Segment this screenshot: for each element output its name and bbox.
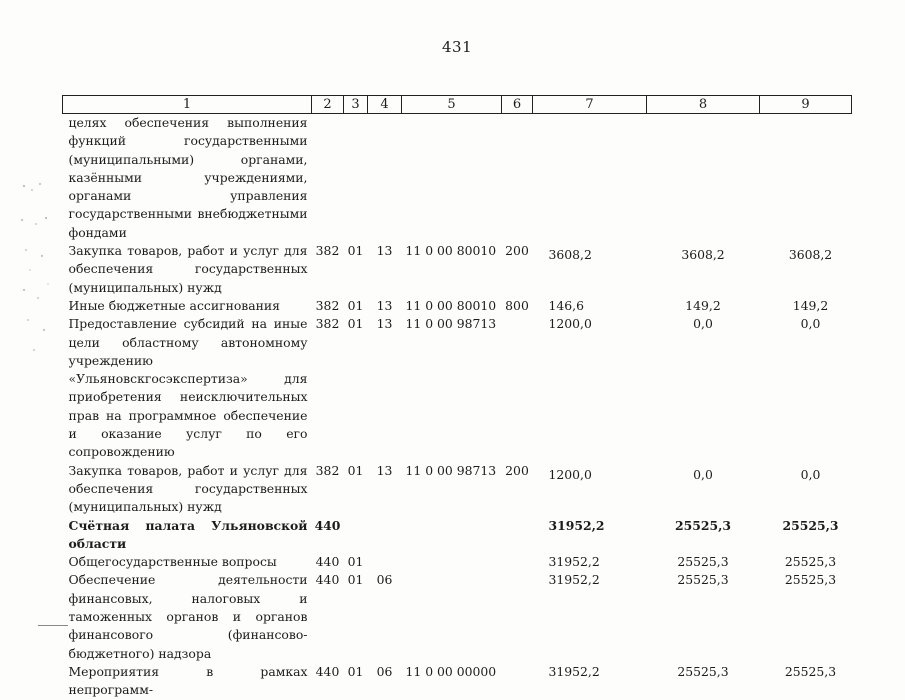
- row-code-6: [502, 315, 533, 461]
- row-code-3: [344, 114, 368, 243]
- row-code-5: 11 0 00 80010: [405, 297, 497, 313]
- row-value-8: 25525,3: [677, 572, 729, 588]
- budget-table: [62, 95, 852, 700]
- row-code-5: [402, 571, 502, 662]
- row-code-2: 440: [314, 517, 341, 533]
- row-code-3: 01: [347, 243, 364, 259]
- row-name: Мероприятия в рамках непрограмм-: [68, 663, 308, 698]
- row-code-4: 13: [376, 297, 393, 313]
- row-name: Предоставление субсидий на иные цели областному автономному учреждению «Ульяновскгосэкспертиза» для приобретения неисключительных прав на программное обеспечение и оказание услуг по его сопровождению: [68, 316, 308, 460]
- table-row: [63, 114, 852, 243]
- row-value-7: 3608,2: [548, 247, 592, 263]
- row-code-4: 13: [376, 243, 393, 259]
- table-row: [63, 297, 852, 315]
- row-code-4: 06: [376, 663, 393, 679]
- row-value-8: [647, 114, 760, 243]
- row-code-3: 01: [347, 462, 364, 478]
- row-value-9: 25525,3: [784, 572, 837, 588]
- row-value-8: 0,0: [693, 466, 713, 482]
- table-row: [63, 553, 852, 571]
- column-header: 5: [402, 96, 502, 114]
- column-header: 9: [760, 96, 852, 114]
- row-code-4: [368, 553, 402, 571]
- row-code-5: 11 0 00 80010: [405, 243, 497, 259]
- table-row: [63, 571, 852, 662]
- row-value-8: 3608,2: [681, 247, 725, 263]
- row-value-9: 0,0: [800, 316, 821, 332]
- row-value-7: 31952,2: [548, 572, 600, 588]
- row-value-7: 31952,2: [548, 517, 605, 533]
- scan-edge-mark: [38, 625, 68, 626]
- row-name: Счётная палата Ульяновской области: [68, 517, 308, 551]
- column-header: 3: [344, 96, 368, 114]
- row-value-7: 31952,2: [548, 663, 600, 679]
- row-value-8: 25525,3: [677, 554, 729, 570]
- row-code-5: [402, 114, 502, 243]
- row-code-4: 13: [376, 316, 393, 332]
- row-value-9: 3608,2: [788, 247, 833, 263]
- row-code-5: 11 0 00 98713: [405, 316, 497, 332]
- row-code-3: 01: [347, 316, 364, 332]
- row-code-2: 382: [315, 297, 340, 313]
- row-code-6: [502, 571, 533, 662]
- margin-scan-noise: [18, 180, 58, 370]
- row-code-6: [502, 663, 533, 700]
- column-header: 2: [312, 96, 344, 114]
- row-code-6: 200: [505, 462, 529, 478]
- row-code-2: 440: [315, 572, 340, 588]
- column-header: 4: [368, 96, 402, 114]
- row-value-7: 146,6: [548, 297, 584, 313]
- row-name: Закупка товаров, работ и услуг для обеспечения государственных (муниципальных) нужд: [68, 243, 308, 295]
- row-value-9: [760, 114, 852, 243]
- row-value-8: 25525,3: [674, 517, 732, 533]
- table-body: [63, 114, 852, 700]
- row-code-2: 440: [315, 663, 340, 679]
- row-name: Иные бюджетные ассигнования: [68, 297, 280, 313]
- row-value-9: 25525,3: [784, 663, 837, 679]
- row-code-2: 382: [315, 243, 340, 259]
- row-code-6: [502, 114, 533, 243]
- column-header: 8: [647, 96, 760, 114]
- row-value-7: 1200,0: [548, 316, 592, 332]
- row-value-7: [533, 114, 647, 243]
- column-header: 1: [63, 96, 312, 114]
- row-value-7: 1200,0: [548, 466, 592, 482]
- row-code-4: [368, 114, 402, 243]
- row-name: Закупка товаров, работ и услуг для обеспечения государственных (муниципальных) нужд: [68, 462, 308, 515]
- row-value-8: 0,0: [693, 316, 713, 332]
- row-code-5: [402, 553, 502, 571]
- row-value-9: 25525,3: [784, 554, 837, 570]
- row-value-9: 0,0: [800, 466, 821, 482]
- column-header: 6: [502, 96, 533, 114]
- row-code-3: 01: [347, 572, 364, 588]
- row-code-4: 06: [376, 572, 393, 588]
- row-code-4: 13: [376, 462, 393, 478]
- table-row: [63, 663, 852, 700]
- row-code-2: 382: [315, 462, 340, 478]
- row-value-9: 149,2: [792, 297, 829, 313]
- row-code-6: [502, 553, 533, 571]
- column-header: 7: [533, 96, 647, 114]
- row-code-3: [344, 517, 368, 554]
- row-value-8: 149,2: [685, 297, 721, 313]
- row-code-5: [402, 517, 502, 554]
- row-code-6: 800: [505, 297, 529, 313]
- row-code-3: 01: [347, 663, 364, 679]
- row-name: целях обеспечения выполнения функций государственными (муниципальными) органами, казёнными учреждениями, органами управления государственными внебюджетными фондами: [68, 115, 308, 240]
- table-header-row: [63, 96, 852, 114]
- row-code-2: 382: [315, 316, 340, 332]
- row-value-9: 25525,3: [782, 517, 839, 533]
- row-code-3: 01: [347, 554, 364, 570]
- row-name: Обеспечение деятельности финансовых, налоговых и таможенных органов и органов финансового (финансово-бюджетного) надзора: [68, 572, 308, 661]
- row-code-3: 01: [347, 297, 364, 313]
- row-code-5: 11 0 00 98713: [405, 462, 497, 478]
- row-code-5: 11 0 00 00000: [405, 663, 497, 679]
- table-row: [63, 462, 852, 517]
- row-name: Общегосударственные вопросы: [68, 554, 277, 570]
- row-value-8: 25525,3: [677, 663, 729, 679]
- page-number: 431: [442, 38, 473, 56]
- row-code-4: [368, 517, 402, 554]
- row-code-6: [502, 517, 533, 554]
- table-row: [63, 242, 852, 297]
- row-code-2: 440: [315, 554, 340, 570]
- row-code-2: [312, 114, 344, 243]
- row-code-6: 200: [505, 243, 529, 259]
- table-row: [63, 315, 852, 461]
- table-row: [63, 517, 852, 554]
- row-value-7: 31952,2: [548, 554, 600, 570]
